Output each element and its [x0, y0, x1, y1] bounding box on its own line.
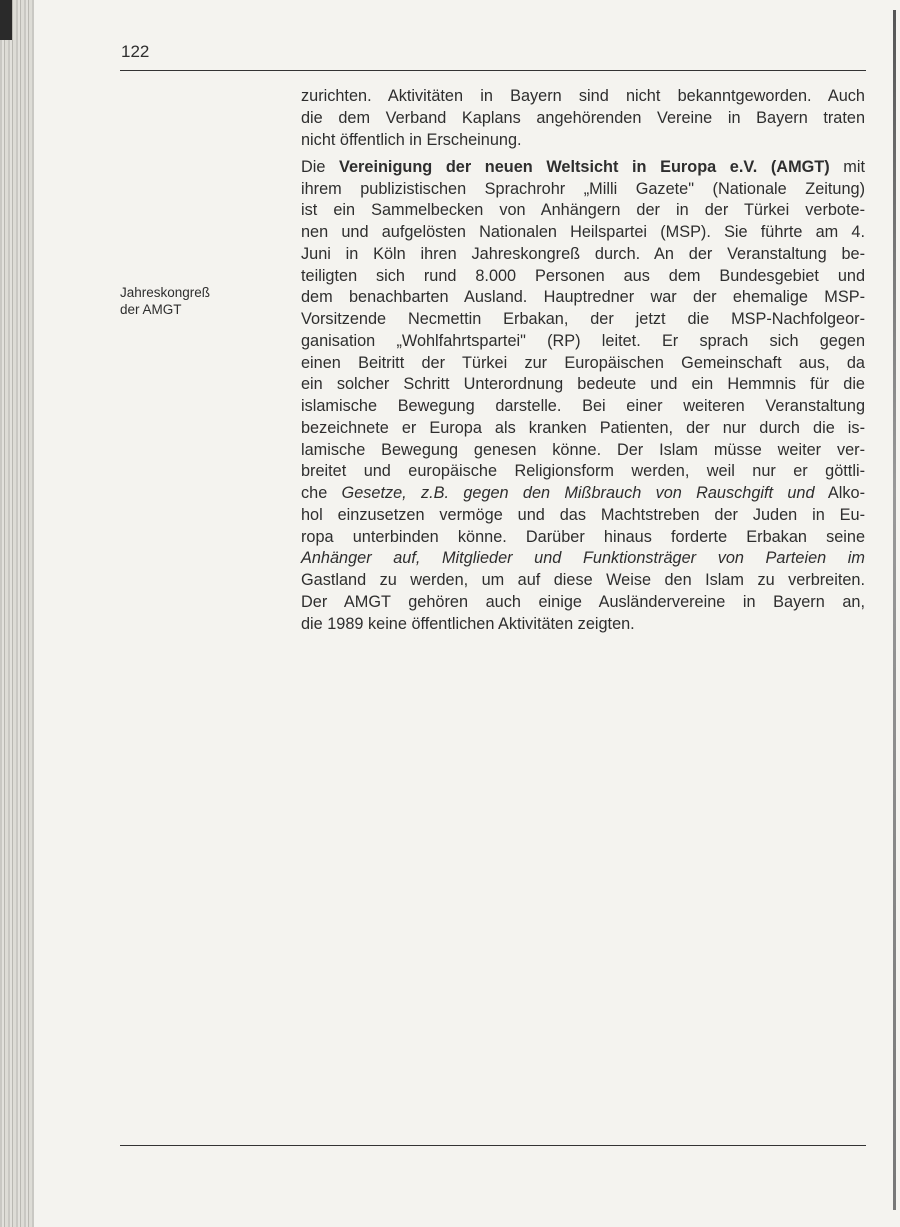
text-segment: ropa unterbinden könne. Darüber hinaus forderte Erbakan seine	[301, 527, 865, 546]
text-line	[301, 374, 865, 396]
footer-rule	[120, 1145, 866, 1146]
text-segment: Juni in Köln ihren Jahreskongreß durch. An der Veranstaltung be-	[301, 244, 865, 263]
text-line	[301, 130, 865, 152]
text-line	[301, 527, 865, 549]
text-segment: Alko-	[814, 484, 865, 502]
text-line	[301, 570, 865, 592]
text-line	[301, 505, 865, 527]
margin-note-line: der AMGT	[120, 302, 182, 317]
text-segment: Die	[301, 157, 340, 176]
italic-text: Gesetze, z.B. gegen den Mißbrauch von Rauschgift und	[341, 484, 815, 502]
paragraph	[301, 86, 865, 151]
text-segment: ein solcher Schritt Unterordnung bedeute und ein Hemmnis für die	[301, 375, 865, 394]
text-segment: bezeichnete er Europa als kranken Patienten, der nur durch die is-	[301, 418, 865, 437]
text-segment: zurichten. Aktivitäten in Bayern sind nicht bekanntgeworden. Auch	[301, 87, 865, 105]
text-line	[301, 309, 865, 331]
text-segment: mit	[829, 157, 865, 176]
text-line	[301, 200, 865, 222]
text-segment: die 1989 keine öffentlichen Aktivitäten zeigten.	[301, 614, 635, 633]
text-line	[301, 483, 865, 505]
text-segment: nen und aufgelösten Nationalen Heilspartei (MSP). Sie führte am 4.	[301, 223, 865, 241]
text-segment: nicht öffentlich in Erscheinung.	[301, 130, 522, 149]
text-line	[301, 461, 865, 483]
book-binding-edge	[0, 0, 34, 1227]
text-line	[301, 396, 865, 418]
text-line	[301, 244, 865, 266]
text-segment: die dem Verband Kaplans angehörenden Vereine in Bayern traten	[301, 108, 865, 127]
text-line	[301, 440, 865, 462]
text-segment: ihrem publizistischen Sprachrohr „Milli Gazete" (Nationale Zeitung)	[301, 179, 865, 198]
text-line	[301, 353, 865, 375]
text-segment: dem benachbarten Ausland. Hauptredner war der ehemalige MSP-	[301, 288, 865, 307]
text-line	[301, 614, 865, 636]
text-segment: hol einzusetzen vermöge und das Machtstreben der Juden in Eu-	[301, 505, 865, 524]
text-line	[301, 331, 865, 353]
text-line	[301, 222, 865, 244]
text-segment: lamische Bewegung genesen könne. Der Islam müsse weiter ver-	[301, 440, 865, 459]
text-segment: Der AMGT gehören auch einige Ausländervereine in Bayern an,	[301, 592, 865, 611]
text-line	[301, 548, 865, 570]
text-line	[301, 108, 865, 130]
text-segment: einen Beitritt der Türkei zur Europäischen Gemeinschaft aus, da	[301, 353, 865, 372]
page-edge-shadow	[893, 10, 896, 1210]
text-segment: Vorsitzende Necmettin Erbakan, der jetzt die MSP-Nachfolgeor-	[301, 310, 865, 328]
italic-text: Anhänger auf, Mitglieder und Funktionsträger von Parteien im	[301, 549, 865, 568]
margin-note	[120, 284, 210, 318]
text-segment: ganisation „Wohlfahrtspartei" (RP) leitet. Er sprach sich gegen	[301, 331, 865, 350]
text-line	[301, 179, 865, 201]
bold-text: Vereinigung der neuen Weltsicht in Europa e.V. (AMGT)	[339, 157, 830, 176]
margin-note-line: Jahreskongreß	[120, 285, 211, 300]
text-line	[301, 157, 865, 179]
page-number: 122	[121, 42, 150, 61]
text-line	[301, 266, 865, 288]
text-segment: teiligten sich rund 8.000 Personen aus dem Bundesgebiet und	[301, 266, 865, 285]
paragraph	[301, 157, 865, 636]
text-line	[301, 86, 865, 108]
text-line	[301, 287, 865, 309]
text-line	[301, 418, 865, 440]
body-text	[301, 86, 865, 641]
text-segment: breitet und europäische Religionsform werden, weil nur er göttli-	[301, 462, 865, 481]
text-segment: che	[301, 484, 342, 502]
text-segment: Gastland zu werden, um auf diese Weise den Islam zu verbreiten.	[301, 571, 865, 589]
text-segment: islamische Bewegung darstelle. Bei einer weiteren Veranstaltung	[301, 397, 865, 415]
text-line	[301, 592, 865, 614]
text-segment: ist ein Sammelbecken von Anhängern der in der Türkei verbote-	[301, 201, 865, 220]
header-rule	[120, 70, 866, 71]
